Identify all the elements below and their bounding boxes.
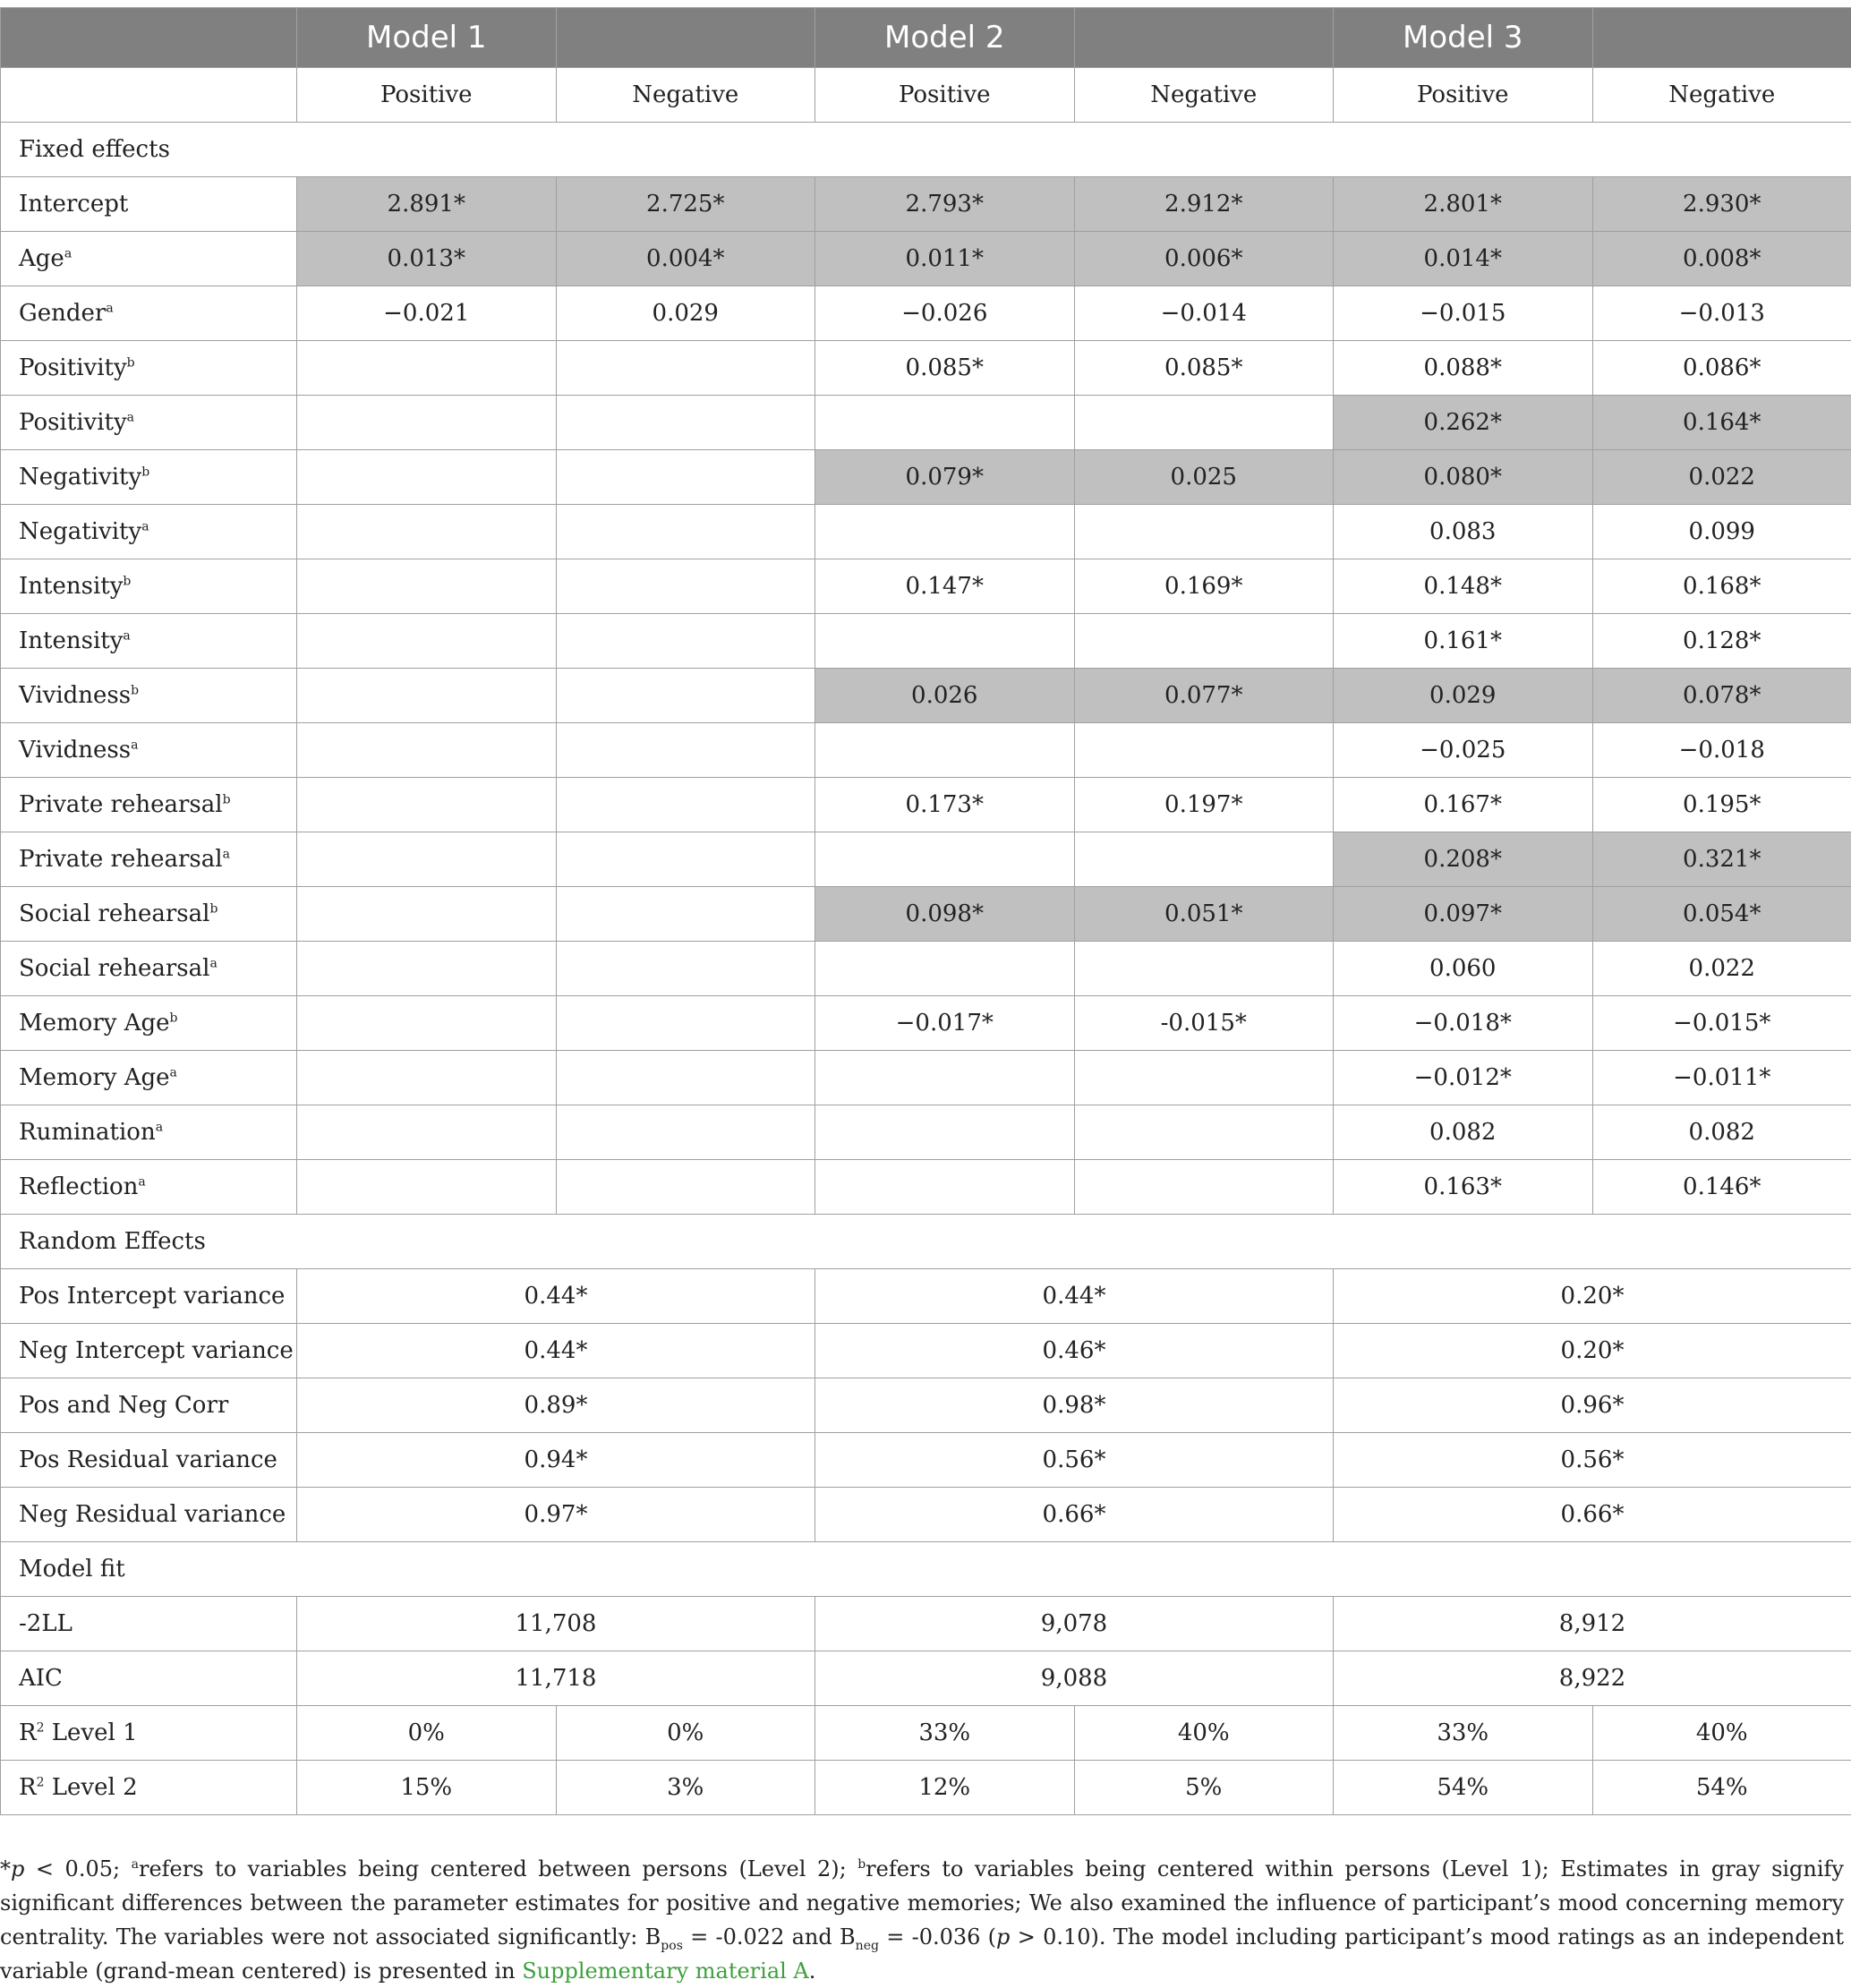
- fixed-row-15-label-sup: b: [170, 1011, 178, 1025]
- fixed-row-11-cell-3: 0.197*: [1074, 778, 1334, 832]
- note-p2: p: [996, 1924, 1010, 1950]
- fixed-row-0: [1, 177, 1851, 232]
- fixed-row-6-cell-2: [815, 505, 1075, 559]
- fixed-row-17-cell-2: [815, 1105, 1075, 1160]
- fixed-row-13-cell-3: 0.051*: [1074, 887, 1334, 942]
- fixed-row-8: [1, 614, 1851, 669]
- model-3-header-spacer: [1592, 8, 1851, 68]
- fixed-row-11: [1, 778, 1851, 832]
- random-row-1-cell-2: 0.20*: [1334, 1324, 1851, 1378]
- fixed-row-3: [1, 341, 1851, 396]
- fixed-row-10-cell-4: −0.025: [1334, 723, 1593, 778]
- note-b-text: refers to variables being centered within persons (Level 1); Estimates in gray signify significant differences between the parameter estimates for positive and negative memories; We also examined the influence of participant’s mood concerning memory centrality. The variables were not associated significantly:: [0, 1856, 1844, 1950]
- fit-split-row-0-cell-3: 40%: [1074, 1706, 1334, 1761]
- fixed-row-15-cell-4: −0.018*: [1334, 996, 1593, 1051]
- random-row-0-cell-2: 0.20*: [1334, 1269, 1851, 1324]
- note-b-mark: b: [857, 1857, 866, 1872]
- fixed-row-5-cell-1: [556, 450, 815, 505]
- model-header-row: [1, 8, 1851, 68]
- model-2-header-spacer: [1074, 8, 1334, 68]
- fixed-row-18-cell-1: [556, 1160, 815, 1215]
- fixed-row-7: [1, 559, 1851, 614]
- fixed-row-15-cell-3: -0.015*: [1074, 996, 1334, 1051]
- fixed-row-3-cell-1: [556, 341, 815, 396]
- fixed-row-16-label-sup: a: [170, 1065, 177, 1079]
- fit-split-row-0-cell-5: 40%: [1592, 1706, 1851, 1761]
- fixed-row-7-cell-4: 0.148*: [1334, 559, 1593, 614]
- fixed-row-9-cell-3: 0.077*: [1074, 669, 1334, 723]
- random-row-1-label-text: Neg Intercept variance: [19, 1337, 294, 1364]
- fixed-row-1-cell-4: 0.014*: [1334, 232, 1593, 286]
- subheader-1: Negative: [556, 68, 815, 123]
- fixed-row-11-label-text: Private rehearsal: [19, 791, 223, 818]
- random-row-0-cell-1: 0.44*: [815, 1269, 1334, 1324]
- fixed-row-15-label-text: Memory Age: [19, 1010, 170, 1037]
- random-row-0-label-text: Pos Intercept variance: [19, 1283, 285, 1310]
- subheader-2: Positive: [815, 68, 1075, 123]
- fit-split-row-1-cell-0: 15%: [297, 1761, 557, 1815]
- fixed-row-17-label-text: Rumination: [19, 1119, 156, 1146]
- fixed-row-10-cell-0: [297, 723, 557, 778]
- fixed-row-10-cell-3: [1074, 723, 1334, 778]
- random-row-4-label: [1, 1488, 297, 1542]
- model-1-header-spacer: [556, 8, 815, 68]
- subheader-corner: [1, 68, 297, 123]
- table-footnote: [0, 1852, 1844, 1988]
- fixed-row-2-label-sup: a: [106, 301, 113, 315]
- random-row-2-cell-2: 0.96*: [1334, 1378, 1851, 1433]
- fixed-row-9-cell-2: 0.026: [815, 669, 1075, 723]
- random-row-1-cell-1: 0.46*: [815, 1324, 1334, 1378]
- section-row-random: [1, 1215, 1851, 1269]
- note-bneg-val: = -0.036 (: [879, 1924, 996, 1950]
- fixed-row-9-cell-0: [297, 669, 557, 723]
- fixed-row-16-cell-3: [1074, 1051, 1334, 1105]
- fit-split-row-0-label-text: R: [19, 1719, 37, 1746]
- random-row-1-label: [1, 1324, 297, 1378]
- fit-merged-row-1-cell-1: 9,088: [815, 1651, 1334, 1706]
- fit-merged-row-1-label-text: AIC: [19, 1665, 63, 1692]
- fixed-row-13-label: [1, 887, 297, 942]
- fixed-row-18-label: [1, 1160, 297, 1215]
- fixed-row-14-cell-4: 0.060: [1334, 942, 1593, 996]
- fixed-row-12-cell-4: 0.208*: [1334, 832, 1593, 887]
- fixed-row-1: [1, 232, 1851, 286]
- fixed-row-3-cell-5: 0.086*: [1592, 341, 1851, 396]
- fixed-row-9-cell-4: 0.029: [1334, 669, 1593, 723]
- subheader-5: Negative: [1592, 68, 1851, 123]
- fit-split-row-0-label-suffix: Level 1: [45, 1719, 138, 1746]
- note-p2-val: > 0.10). The model including participant’s mood ratings as an independent variable (grand-mean centered) is presented in: [0, 1924, 1844, 1984]
- fixed-row-18-cell-5: 0.146*: [1592, 1160, 1851, 1215]
- fit-merged-row-1-label: [1, 1651, 297, 1706]
- fixed-row-10-label-text: Vividness: [19, 737, 131, 764]
- random-row-0-label: [1, 1269, 297, 1324]
- fixed-row-2-cell-2: −0.026: [815, 286, 1075, 341]
- fixed-row-18-cell-0: [297, 1160, 557, 1215]
- fit-split-row-0-cell-1: 0%: [556, 1706, 815, 1761]
- subheader-3: Negative: [1074, 68, 1334, 123]
- fixed-row-0-label-text: Intercept: [19, 191, 128, 218]
- fixed-row-1-cell-1: 0.004*: [556, 232, 815, 286]
- section-row-fixed: [1, 123, 1851, 177]
- fixed-row-4-label: [1, 396, 297, 450]
- subheader-4: Positive: [1334, 68, 1593, 123]
- model-2-header: Model 2: [815, 8, 1075, 68]
- supplementary-link[interactable]: Supplementary material A: [522, 1958, 809, 1984]
- fit-split-row-1: [1, 1761, 1851, 1815]
- section-row-fit: [1, 1542, 1851, 1597]
- fixed-row-7-cell-2: 0.147*: [815, 559, 1075, 614]
- fixed-row-15-label: [1, 996, 297, 1051]
- fixed-row-11-cell-2: 0.173*: [815, 778, 1075, 832]
- fixed-row-10-cell-5: −0.018: [1592, 723, 1851, 778]
- fixed-row-15-cell-0: [297, 996, 557, 1051]
- fixed-row-13-label-sup: b: [209, 901, 218, 916]
- fixed-row-3-cell-3: 0.085*: [1074, 341, 1334, 396]
- fixed-row-8-cell-4: 0.161*: [1334, 614, 1593, 669]
- fixed-row-5: [1, 450, 1851, 505]
- random-row-2-cell-0: 0.89*: [297, 1378, 815, 1433]
- fit-split-row-1-label: [1, 1761, 297, 1815]
- section-random-label: Random Effects: [1, 1215, 1851, 1269]
- fit-split-row-1-cell-4: 54%: [1334, 1761, 1593, 1815]
- fixed-row-2-cell-5: −0.013: [1592, 286, 1851, 341]
- fixed-row-11-cell-5: 0.195*: [1592, 778, 1851, 832]
- note-a-text: refers to variables being centered between persons (Level 2);: [139, 1856, 857, 1881]
- fixed-row-18: [1, 1160, 1851, 1215]
- fixed-row-0-cell-5: 2.930*: [1592, 177, 1851, 232]
- random-row-3: [1, 1433, 1851, 1488]
- fit-merged-row-0-cell-2: 8,912: [1334, 1597, 1851, 1651]
- fixed-row-7-cell-3: 0.169*: [1074, 559, 1334, 614]
- fixed-row-6-label-sup: a: [141, 519, 149, 533]
- fixed-row-5-label-sup: b: [141, 465, 149, 479]
- fixed-row-16-cell-5: −0.011*: [1592, 1051, 1851, 1105]
- fit-split-row-0-cell-0: 0%: [297, 1706, 557, 1761]
- fit-split-row-1-cell-5: 54%: [1592, 1761, 1851, 1815]
- fixed-row-14-cell-3: [1074, 942, 1334, 996]
- fixed-row-13-cell-5: 0.054*: [1592, 887, 1851, 942]
- fixed-row-12-label: [1, 832, 297, 887]
- fixed-row-12-label-text: Private rehearsal: [19, 846, 223, 873]
- fixed-row-1-cell-5: 0.008*: [1592, 232, 1851, 286]
- fixed-row-18-label-text: Reflection: [19, 1173, 138, 1200]
- random-row-3-cell-0: 0.94*: [297, 1433, 815, 1488]
- fixed-row-8-cell-0: [297, 614, 557, 669]
- section-fit-label: Model fit: [1, 1542, 1851, 1597]
- fixed-row-10-label: [1, 723, 297, 778]
- random-row-2: [1, 1378, 1851, 1433]
- results-table: [0, 7, 1851, 1815]
- fixed-row-18-cell-4: 0.163*: [1334, 1160, 1593, 1215]
- fixed-row-12-cell-0: [297, 832, 557, 887]
- random-row-4-cell-0: 0.97*: [297, 1488, 815, 1542]
- fit-split-row-0-label: [1, 1706, 297, 1761]
- subheader-row: [1, 68, 1851, 123]
- note-star: *: [0, 1856, 11, 1881]
- fit-merged-row-1-cell-0: 11,718: [297, 1651, 815, 1706]
- random-row-4-label-text: Neg Residual variance: [19, 1501, 286, 1528]
- fixed-row-5-cell-3: 0.025: [1074, 450, 1334, 505]
- fixed-row-1-label-text: Age: [19, 245, 64, 272]
- fixed-row-0-cell-4: 2.801*: [1334, 177, 1593, 232]
- fixed-row-4-cell-0: [297, 396, 557, 450]
- fit-merged-row-0-cell-1: 9,078: [815, 1597, 1334, 1651]
- fixed-row-2-cell-0: −0.021: [297, 286, 557, 341]
- fixed-row-7-label-text: Intensity: [19, 573, 123, 600]
- fixed-row-8-cell-5: 0.128*: [1592, 614, 1851, 669]
- note-p-threshold: < 0.05;: [24, 1856, 131, 1881]
- note-bpos-val: = -0.022 and: [683, 1924, 840, 1950]
- fixed-row-0-label: [1, 177, 297, 232]
- fixed-row-0-cell-1: 2.725*: [556, 177, 815, 232]
- fixed-row-15-cell-2: −0.017*: [815, 996, 1075, 1051]
- fixed-row-13-cell-1: [556, 887, 815, 942]
- fixed-row-2-cell-3: −0.014: [1074, 286, 1334, 341]
- fixed-row-5-cell-5: 0.022: [1592, 450, 1851, 505]
- fixed-row-18-label-sup: a: [138, 1174, 145, 1189]
- random-row-4: [1, 1488, 1851, 1542]
- fixed-row-3-cell-4: 0.088*: [1334, 341, 1593, 396]
- note-end: .: [809, 1958, 816, 1984]
- note-p: p: [11, 1856, 24, 1881]
- fixed-row-4-cell-4: 0.262*: [1334, 396, 1593, 450]
- fixed-row-7-cell-0: [297, 559, 557, 614]
- model-3-header: Model 3: [1334, 8, 1593, 68]
- fit-merged-row-0-label: [1, 1597, 297, 1651]
- random-row-3-label-text: Pos Residual variance: [19, 1446, 277, 1473]
- fixed-row-18-cell-2: [815, 1160, 1075, 1215]
- fixed-row-2-label: [1, 286, 297, 341]
- fixed-row-17-cell-4: 0.082: [1334, 1105, 1593, 1160]
- fixed-row-8-cell-1: [556, 614, 815, 669]
- fixed-row-11-label: [1, 778, 297, 832]
- random-row-3-cell-2: 0.56*: [1334, 1433, 1851, 1488]
- fit-merged-row-0-label-text: -2LL: [19, 1610, 73, 1637]
- fixed-row-2-label-text: Gender: [19, 300, 106, 327]
- fit-merged-row-0: [1, 1597, 1851, 1651]
- fit-split-row-0: [1, 1706, 1851, 1761]
- fixed-row-16-cell-0: [297, 1051, 557, 1105]
- fixed-row-5-cell-0: [297, 450, 557, 505]
- fixed-row-16: [1, 1051, 1851, 1105]
- fixed-row-6-label-text: Negativity: [19, 518, 141, 545]
- fixed-row-14-label-sup: a: [209, 956, 217, 970]
- fixed-row-9: [1, 669, 1851, 723]
- fixed-row-13: [1, 887, 1851, 942]
- fixed-row-5-cell-4: 0.080*: [1334, 450, 1593, 505]
- fixed-row-17-label-sup: a: [156, 1120, 163, 1134]
- fit-split-row-1-cell-1: 3%: [556, 1761, 815, 1815]
- fixed-row-2-cell-4: −0.015: [1334, 286, 1593, 341]
- fixed-row-3-label-sup: b: [127, 355, 135, 370]
- fixed-row-13-cell-0: [297, 887, 557, 942]
- fixed-row-16-label: [1, 1051, 297, 1105]
- fit-split-row-0-cell-4: 33%: [1334, 1706, 1593, 1761]
- fixed-row-15-cell-5: −0.015*: [1592, 996, 1851, 1051]
- fit-merged-row-0-cell-0: 11,708: [297, 1597, 815, 1651]
- fixed-row-5-cell-2: 0.079*: [815, 450, 1075, 505]
- fixed-row-1-cell-3: 0.006*: [1074, 232, 1334, 286]
- fixed-row-14-cell-1: [556, 942, 815, 996]
- fixed-row-12-label-sup: a: [223, 847, 230, 861]
- fit-merged-row-1: [1, 1651, 1851, 1706]
- random-row-4-cell-2: 0.66*: [1334, 1488, 1851, 1542]
- random-row-4-cell-1: 0.66*: [815, 1488, 1334, 1542]
- fixed-row-4-cell-5: 0.164*: [1592, 396, 1851, 450]
- fixed-row-15-cell-1: [556, 996, 815, 1051]
- fixed-row-17-label: [1, 1105, 297, 1160]
- fixed-row-4-cell-2: [815, 396, 1075, 450]
- fixed-row-16-label-text: Memory Age: [19, 1064, 170, 1091]
- fixed-row-6-cell-5: 0.099: [1592, 505, 1851, 559]
- fixed-row-8-label: [1, 614, 297, 669]
- fixed-row-9-label-text: Vividness: [19, 682, 131, 709]
- fixed-row-16-cell-2: [815, 1051, 1075, 1105]
- fixed-row-8-label-sup: a: [123, 628, 130, 643]
- fixed-row-3-cell-0: [297, 341, 557, 396]
- fixed-row-10-label-sup: a: [131, 738, 138, 752]
- fixed-row-4-label-text: Positivity: [19, 409, 127, 436]
- fixed-row-3-label: [1, 341, 297, 396]
- fixed-row-11-cell-1: [556, 778, 815, 832]
- fixed-row-13-cell-4: 0.097*: [1334, 887, 1593, 942]
- fixed-row-10-cell-1: [556, 723, 815, 778]
- fixed-row-10: [1, 723, 1851, 778]
- fixed-row-6-cell-0: [297, 505, 557, 559]
- fixed-row-8-cell-3: [1074, 614, 1334, 669]
- fixed-row-6-label: [1, 505, 297, 559]
- fixed-row-9-label: [1, 669, 297, 723]
- note-bneg-sub: neg: [856, 1939, 879, 1953]
- fixed-row-1-cell-0: 0.013*: [297, 232, 557, 286]
- fit-split-row-1-label-suffix: Level 2: [45, 1774, 138, 1801]
- fixed-row-5-label: [1, 450, 297, 505]
- fixed-row-12: [1, 832, 1851, 887]
- random-row-0-cell-0: 0.44*: [297, 1269, 815, 1324]
- fit-split-row-1-label-sup: 2: [37, 1775, 45, 1789]
- section-fixed-label: Fixed effects: [1, 123, 1851, 177]
- random-row-0: [1, 1269, 1851, 1324]
- subheader-0: Positive: [297, 68, 557, 123]
- fixed-row-0-cell-3: 2.912*: [1074, 177, 1334, 232]
- fixed-row-6-cell-4: 0.083: [1334, 505, 1593, 559]
- fixed-row-7-label: [1, 559, 297, 614]
- fixed-row-14: [1, 942, 1851, 996]
- fixed-row-15: [1, 996, 1851, 1051]
- corner-cell: [1, 8, 297, 68]
- fixed-row-4-label-sup: a: [127, 410, 134, 424]
- fixed-row-2-cell-1: 0.029: [556, 286, 815, 341]
- fixed-row-4-cell-1: [556, 396, 815, 450]
- fixed-row-14-cell-0: [297, 942, 557, 996]
- fixed-row-2: [1, 286, 1851, 341]
- fixed-row-9-cell-5: 0.078*: [1592, 669, 1851, 723]
- fit-merged-row-1-cell-2: 8,922: [1334, 1651, 1851, 1706]
- fixed-row-11-label-sup: b: [223, 792, 231, 806]
- fixed-row-7-cell-5: 0.168*: [1592, 559, 1851, 614]
- fixed-row-11-cell-4: 0.167*: [1334, 778, 1593, 832]
- fixed-row-9-label-sup: b: [131, 683, 139, 697]
- fixed-row-3-label-text: Positivity: [19, 354, 127, 381]
- fit-split-row-1-label-text: R: [19, 1774, 37, 1801]
- fixed-row-14-label: [1, 942, 297, 996]
- fixed-row-12-cell-1: [556, 832, 815, 887]
- random-row-3-cell-1: 0.56*: [815, 1433, 1334, 1488]
- fixed-row-6-cell-3: [1074, 505, 1334, 559]
- fixed-row-14-cell-2: [815, 942, 1075, 996]
- fixed-row-17-cell-0: [297, 1105, 557, 1160]
- fixed-row-17-cell-1: [556, 1105, 815, 1160]
- note-bpos-sub: pos: [661, 1939, 683, 1953]
- fixed-row-18-cell-3: [1074, 1160, 1334, 1215]
- note-bneg-b: B: [840, 1924, 856, 1950]
- random-row-2-label: [1, 1378, 297, 1433]
- fit-split-row-0-cell-2: 33%: [815, 1706, 1075, 1761]
- fixed-row-4: [1, 396, 1851, 450]
- fixed-row-1-label: [1, 232, 297, 286]
- fixed-row-13-label-text: Social rehearsal: [19, 900, 209, 927]
- note-a-mark: a: [132, 1857, 139, 1872]
- fixed-row-5-label-text: Negativity: [19, 464, 141, 491]
- fixed-row-12-cell-3: [1074, 832, 1334, 887]
- fixed-row-14-label-text: Social rehearsal: [19, 955, 209, 982]
- fixed-row-14-cell-5: 0.022: [1592, 942, 1851, 996]
- note-bpos-b: B: [645, 1924, 661, 1950]
- random-row-2-cell-1: 0.98*: [815, 1378, 1334, 1433]
- fixed-row-7-label-sup: b: [123, 574, 131, 588]
- fit-split-row-1-cell-2: 12%: [815, 1761, 1075, 1815]
- fixed-row-7-cell-1: [556, 559, 815, 614]
- fixed-row-17-cell-3: [1074, 1105, 1334, 1160]
- random-row-1-cell-0: 0.44*: [297, 1324, 815, 1378]
- fixed-row-12-cell-5: 0.321*: [1592, 832, 1851, 887]
- fixed-row-17-cell-5: 0.082: [1592, 1105, 1851, 1160]
- fixed-row-8-label-text: Intensity: [19, 627, 123, 654]
- fixed-row-8-cell-2: [815, 614, 1075, 669]
- fixed-row-4-cell-3: [1074, 396, 1334, 450]
- fixed-row-11-cell-0: [297, 778, 557, 832]
- fit-split-row-1-cell-3: 5%: [1074, 1761, 1334, 1815]
- random-row-3-label: [1, 1433, 297, 1488]
- fixed-row-6: [1, 505, 1851, 559]
- fixed-row-1-cell-2: 0.011*: [815, 232, 1075, 286]
- fixed-row-0-cell-0: 2.891*: [297, 177, 557, 232]
- fit-split-row-0-label-sup: 2: [37, 1720, 45, 1735]
- fixed-row-16-cell-1: [556, 1051, 815, 1105]
- fixed-row-12-cell-2: [815, 832, 1075, 887]
- fixed-row-16-cell-4: −0.012*: [1334, 1051, 1593, 1105]
- fixed-row-1-label-sup: a: [64, 246, 72, 260]
- model-1-header: Model 1: [297, 8, 557, 68]
- fixed-row-6-cell-1: [556, 505, 815, 559]
- fixed-row-0-cell-2: 2.793*: [815, 177, 1075, 232]
- fixed-row-3-cell-2: 0.085*: [815, 341, 1075, 396]
- fixed-row-13-cell-2: 0.098*: [815, 887, 1075, 942]
- random-row-2-label-text: Pos and Neg Corr: [19, 1392, 228, 1419]
- fixed-row-9-cell-1: [556, 669, 815, 723]
- fixed-row-17: [1, 1105, 1851, 1160]
- fixed-row-10-cell-2: [815, 723, 1075, 778]
- random-row-1: [1, 1324, 1851, 1378]
